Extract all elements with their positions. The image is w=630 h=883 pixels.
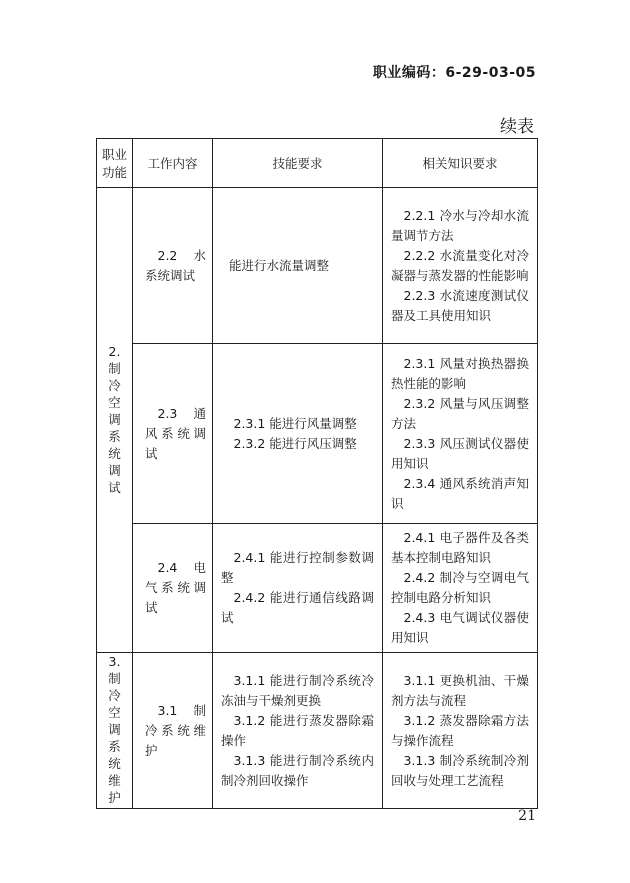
table-header-row — [97, 139, 538, 188]
knowledge-cell: 2.4.1 电子器件及各类基本控制电路知识 2.4.2 制冷与空调电气控制电路分析知识 2.4.3 电气调试仪器使用知识 — [383, 524, 538, 653]
knowledge-cell: 3.1.1 更换机油、干燥剂方法与流程 3.1.2 蒸发器除霜方法与操作流程 3.1.3 制冷系统制冷剂回收与处理工艺流程 — [383, 653, 538, 809]
work-content-cell: 2.2 水系统调试 — [133, 188, 213, 344]
skills-cell: 2.3.1 能进行风量调整 2.3.2 能进行风压调整 — [213, 344, 383, 524]
function-cell — [97, 653, 133, 809]
skills-cell: 2.4.1 能进行控制参数调整 2.4.2 能进行通信线路调试 — [213, 524, 383, 653]
occupation-code: 职业编码：6-29-03-05 — [372, 65, 536, 81]
continued-label: 续表 — [500, 117, 534, 137]
skills-cell: 能进行水流量调整 — [213, 188, 383, 344]
work-content-cell: 3.1 制冷系统维护 — [133, 653, 213, 809]
col-header-skills: 技能要求 — [213, 139, 383, 188]
page-number: 21 — [518, 808, 536, 824]
function-cell — [97, 188, 133, 653]
table-row — [97, 344, 538, 524]
work-content-cell: 2.3 通风系统调试 — [133, 344, 213, 524]
knowledge-cell: 2.2.1 冷水与冷却水流量调节方法 2.2.2 水流量变化对冷凝器与蒸发器的性能影响 2.2.3 水流速度测试仪器及工具使用知识 — [383, 188, 538, 344]
col-header-knowledge: 相关知识要求 — [383, 139, 538, 188]
function-label: 3. 制 冷 空 调 系 统 维 护 — [108, 654, 121, 805]
col-header-function: 职业 功能 — [97, 139, 133, 188]
table-row — [97, 524, 538, 653]
skills-cell: 3.1.1 能进行制冷系统冷冻油与干燥剂更换 3.1.2 能进行蒸发器除霜操作 3.1.3 能进行制冷系统内制冷剂回收操作 — [213, 653, 383, 809]
table-row — [97, 653, 538, 809]
table-row — [97, 188, 538, 344]
function-label: 2. 制 冷 空 调 系 统 调 试 — [108, 343, 121, 495]
work-content-cell: 2.4 电气系统调试 — [133, 524, 213, 653]
occupation-table — [96, 138, 538, 809]
col-header-content: 工作内容 — [133, 139, 213, 188]
knowledge-cell: 2.3.1 风量对换热器换热性能的影响 2.3.2 风量与风压调整方法 2.3.3 风压测试仪器使用知识 2.3.4 通风系统消声知识 — [383, 344, 538, 524]
